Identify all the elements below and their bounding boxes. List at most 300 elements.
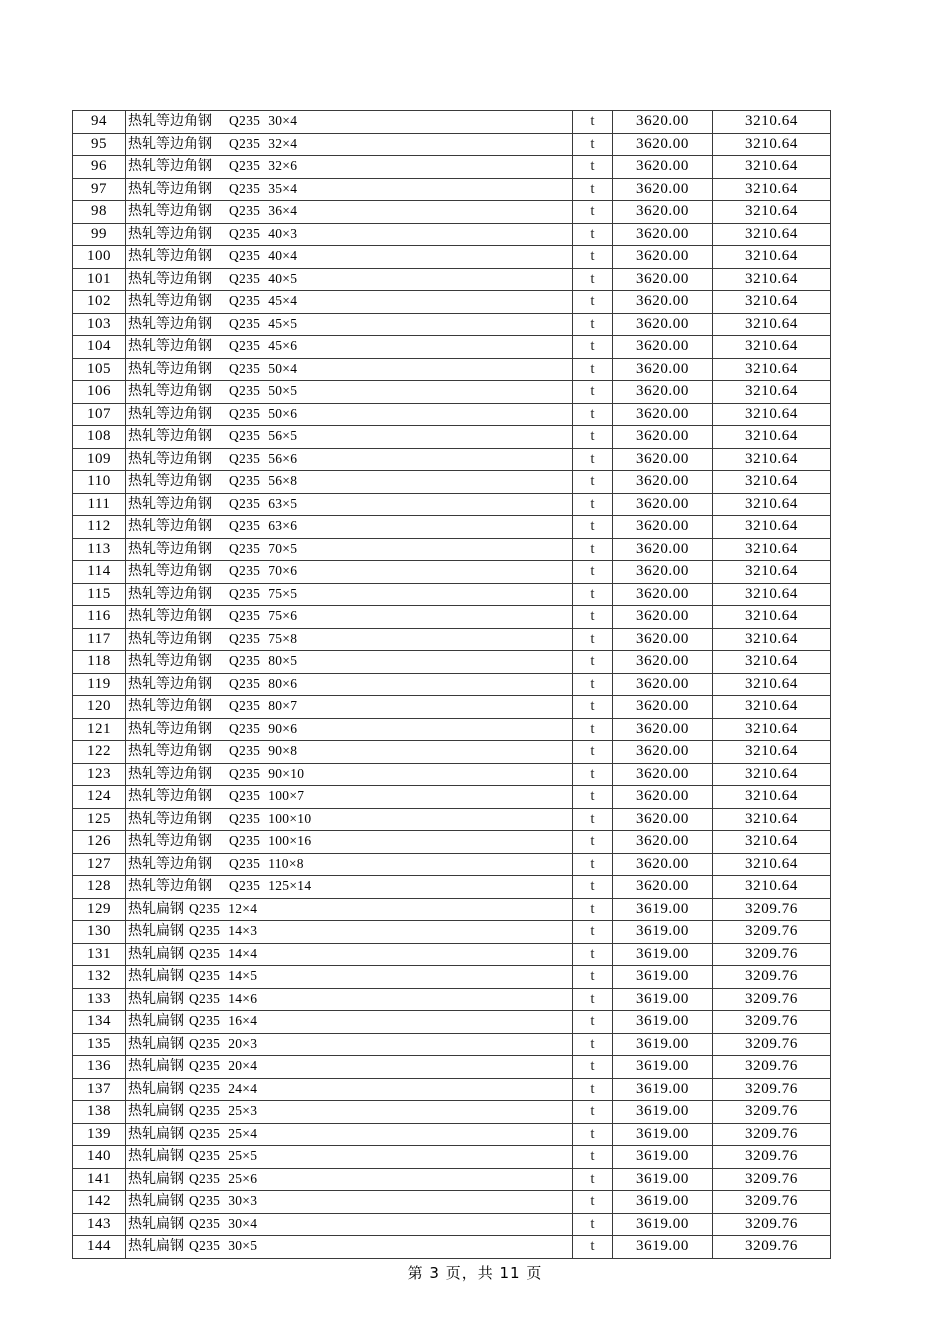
material-name-zh: 热轧等边角钢	[128, 630, 212, 647]
material-name-zh: 热轧扁钢	[128, 1058, 184, 1075]
material-name-zh: 热轧等边角钢	[128, 360, 212, 377]
unit-cell: t	[573, 426, 613, 449]
row-index: 111	[73, 493, 126, 516]
row-index: 141	[73, 1168, 126, 1191]
material-name-zh: 热轧扁钢	[128, 1193, 184, 1210]
material-spec: 110×8	[268, 855, 304, 871]
table-row	[73, 1011, 831, 1034]
material-name	[126, 381, 573, 404]
material-grade: Q235	[229, 248, 261, 264]
price-excluding-tax: 3210.64	[713, 336, 831, 359]
table-row	[73, 516, 831, 539]
material-grade: Q235	[229, 518, 261, 534]
material-spec: 20×4	[228, 1058, 258, 1074]
material-grade: Q235	[189, 900, 221, 916]
material-name	[126, 111, 573, 134]
price-including-tax: 3619.00	[613, 898, 713, 921]
row-index: 110	[73, 471, 126, 494]
unit-cell: t	[573, 268, 613, 291]
table-row	[73, 673, 831, 696]
material-spec: 80×5	[268, 653, 298, 669]
table-row	[73, 1056, 831, 1079]
table-row	[73, 988, 831, 1011]
row-index: 127	[73, 853, 126, 876]
material-grade: Q235	[229, 585, 261, 601]
row-index: 105	[73, 358, 126, 381]
price-including-tax: 3620.00	[613, 201, 713, 224]
unit-cell: t	[573, 628, 613, 651]
price-including-tax: 3620.00	[613, 831, 713, 854]
material-spec: 63×6	[268, 518, 298, 534]
price-including-tax: 3619.00	[613, 1146, 713, 1169]
material-spec: 125×14	[268, 878, 312, 894]
row-index: 133	[73, 988, 126, 1011]
price-including-tax: 3620.00	[613, 741, 713, 764]
material-name	[126, 808, 573, 831]
row-index: 101	[73, 268, 126, 291]
table-row	[73, 1123, 831, 1146]
material-name	[126, 358, 573, 381]
table-row	[73, 651, 831, 674]
unit-cell: t	[573, 291, 613, 314]
price-excluding-tax: 3210.64	[713, 111, 831, 134]
table-body	[73, 111, 831, 1259]
price-excluding-tax: 3210.64	[713, 471, 831, 494]
material-name	[126, 291, 573, 314]
table-row	[73, 741, 831, 764]
price-excluding-tax: 3210.64	[713, 831, 831, 854]
unit-cell: t	[573, 876, 613, 899]
material-spec: 90×10	[268, 765, 305, 781]
price-including-tax: 3619.00	[613, 921, 713, 944]
price-including-tax: 3620.00	[613, 133, 713, 156]
price-excluding-tax: 3210.64	[713, 426, 831, 449]
material-grade: Q235	[229, 855, 261, 871]
material-name-zh: 热轧等边角钢	[128, 833, 212, 850]
material-name	[126, 1123, 573, 1146]
material-name-zh: 热轧等边角钢	[128, 270, 212, 287]
price-excluding-tax: 3209.76	[713, 1146, 831, 1169]
material-spec: 56×8	[268, 473, 298, 489]
material-spec: 16×4	[228, 1013, 258, 1029]
row-index: 104	[73, 336, 126, 359]
price-excluding-tax: 3210.64	[713, 673, 831, 696]
material-spec: 80×7	[268, 698, 298, 714]
unit-cell: t	[573, 336, 613, 359]
price-excluding-tax: 3210.64	[713, 853, 831, 876]
material-name	[126, 448, 573, 471]
material-grade: Q235	[229, 383, 261, 399]
unit-cell: t	[573, 223, 613, 246]
material-grade: Q235	[189, 1058, 221, 1074]
row-index: 137	[73, 1078, 126, 1101]
table-row	[73, 538, 831, 561]
row-index: 120	[73, 696, 126, 719]
material-name-zh: 热轧扁钢	[128, 1215, 184, 1232]
material-grade: Q235	[229, 360, 261, 376]
material-spec: 50×6	[268, 405, 298, 421]
price-including-tax: 3620.00	[613, 381, 713, 404]
material-name	[126, 268, 573, 291]
material-name	[126, 1236, 573, 1259]
material-name-zh: 热轧扁钢	[128, 1080, 184, 1097]
unit-cell: t	[573, 808, 613, 831]
unit-cell: t	[573, 403, 613, 426]
material-spec: 50×4	[268, 360, 298, 376]
row-index: 143	[73, 1213, 126, 1236]
unit-cell: t	[573, 1056, 613, 1079]
price-excluding-tax: 3210.64	[713, 516, 831, 539]
unit-cell: t	[573, 1168, 613, 1191]
material-grade: Q235	[229, 315, 261, 331]
price-excluding-tax: 3209.76	[713, 943, 831, 966]
material-name-zh: 热轧等边角钢	[128, 405, 212, 422]
table-row	[73, 291, 831, 314]
price-including-tax: 3620.00	[613, 471, 713, 494]
material-spec: 14×4	[228, 945, 258, 961]
material-grade: Q235	[229, 405, 261, 421]
material-grade: Q235	[229, 270, 261, 286]
material-name	[126, 246, 573, 269]
material-name	[126, 426, 573, 449]
material-name-zh: 热轧等边角钢	[128, 135, 212, 152]
material-spec: 36×4	[268, 203, 298, 219]
unit-cell: t	[573, 516, 613, 539]
table-row	[73, 808, 831, 831]
material-name	[126, 471, 573, 494]
unit-cell: t	[573, 786, 613, 809]
material-spec: 75×6	[268, 608, 298, 624]
material-grade: Q235	[229, 878, 261, 894]
material-name	[126, 1011, 573, 1034]
row-index: 123	[73, 763, 126, 786]
material-grade: Q235	[229, 113, 261, 129]
material-spec: 25×6	[228, 1170, 258, 1186]
row-index: 129	[73, 898, 126, 921]
table-row	[73, 201, 831, 224]
price-excluding-tax: 3210.64	[713, 696, 831, 719]
price-including-tax: 3620.00	[613, 156, 713, 179]
row-index: 108	[73, 426, 126, 449]
material-name-zh: 热轧等边角钢	[128, 608, 212, 625]
row-index: 126	[73, 831, 126, 854]
material-name	[126, 1056, 573, 1079]
material-name-zh: 热轧等边角钢	[128, 180, 212, 197]
row-index: 112	[73, 516, 126, 539]
table-row	[73, 831, 831, 854]
price-including-tax: 3619.00	[613, 1168, 713, 1191]
material-spec: 12×4	[228, 900, 258, 916]
table-row	[73, 1236, 831, 1259]
material-name-zh: 热轧扁钢	[128, 968, 184, 985]
material-name-zh: 热轧等边角钢	[128, 450, 212, 467]
row-index: 136	[73, 1056, 126, 1079]
price-excluding-tax: 3209.76	[713, 1213, 831, 1236]
price-including-tax: 3619.00	[613, 1236, 713, 1259]
price-including-tax: 3619.00	[613, 1213, 713, 1236]
unit-cell: t	[573, 673, 613, 696]
row-index: 109	[73, 448, 126, 471]
material-name-zh: 热轧等边角钢	[128, 495, 212, 512]
price-excluding-tax: 3210.64	[713, 808, 831, 831]
table-row	[73, 1146, 831, 1169]
price-including-tax: 3620.00	[613, 606, 713, 629]
material-name-zh: 热轧等边角钢	[128, 315, 212, 332]
material-name	[126, 831, 573, 854]
row-index: 95	[73, 133, 126, 156]
material-spec: 56×6	[268, 450, 298, 466]
price-including-tax: 3620.00	[613, 628, 713, 651]
material-spec: 40×4	[268, 248, 298, 264]
material-name-zh: 热轧等边角钢	[128, 675, 212, 692]
material-spec: 90×6	[268, 720, 298, 736]
material-spec: 30×4	[228, 1215, 258, 1231]
price-including-tax: 3619.00	[613, 1123, 713, 1146]
price-excluding-tax: 3210.64	[713, 268, 831, 291]
table-row	[73, 1078, 831, 1101]
table-row	[73, 156, 831, 179]
row-index: 96	[73, 156, 126, 179]
material-spec: 32×6	[268, 158, 298, 174]
table-row	[73, 493, 831, 516]
material-name-zh: 热轧等边角钢	[128, 383, 212, 400]
price-including-tax: 3620.00	[613, 448, 713, 471]
material-name-zh: 热轧扁钢	[128, 1148, 184, 1165]
price-including-tax: 3620.00	[613, 696, 713, 719]
material-name-zh: 热轧扁钢	[128, 900, 184, 917]
row-index: 99	[73, 223, 126, 246]
table-row	[73, 876, 831, 899]
table-row	[73, 583, 831, 606]
unit-cell: t	[573, 583, 613, 606]
unit-cell: t	[573, 741, 613, 764]
price-including-tax: 3620.00	[613, 291, 713, 314]
material-grade: Q235	[229, 450, 261, 466]
material-name-zh: 热轧等边角钢	[128, 428, 212, 445]
price-including-tax: 3620.00	[613, 178, 713, 201]
material-name-zh: 热轧等边角钢	[128, 810, 212, 827]
material-spec: 30×5	[228, 1238, 258, 1254]
material-spec: 75×5	[268, 585, 298, 601]
unit-cell: t	[573, 1101, 613, 1124]
material-name	[126, 516, 573, 539]
material-name-zh: 热轧等边角钢	[128, 698, 212, 715]
table-row	[73, 448, 831, 471]
material-spec: 14×3	[228, 923, 258, 939]
table-row	[73, 403, 831, 426]
price-excluding-tax: 3210.64	[713, 538, 831, 561]
material-name	[126, 898, 573, 921]
price-excluding-tax: 3210.64	[713, 786, 831, 809]
material-name-zh: 热轧扁钢	[128, 1125, 184, 1142]
price-excluding-tax: 3210.64	[713, 291, 831, 314]
unit-cell: t	[573, 1011, 613, 1034]
material-grade: Q235	[229, 833, 261, 849]
price-excluding-tax: 3210.64	[713, 606, 831, 629]
price-excluding-tax: 3209.76	[713, 1056, 831, 1079]
table-row	[73, 966, 831, 989]
price-excluding-tax: 3210.64	[713, 763, 831, 786]
price-excluding-tax: 3210.64	[713, 651, 831, 674]
material-grade: Q235	[229, 158, 261, 174]
price-including-tax: 3620.00	[613, 538, 713, 561]
material-name-zh: 热轧等边角钢	[128, 203, 212, 220]
material-grade: Q235	[189, 1013, 221, 1029]
material-spec: 75×8	[268, 630, 298, 646]
table-row	[73, 358, 831, 381]
material-grade: Q235	[189, 1103, 221, 1119]
material-spec: 100×16	[268, 833, 312, 849]
price-excluding-tax: 3210.64	[713, 628, 831, 651]
material-name-zh: 热轧等边角钢	[128, 518, 212, 535]
material-name-zh: 热轧等边角钢	[128, 113, 212, 130]
price-excluding-tax: 3210.64	[713, 718, 831, 741]
material-name-zh: 热轧扁钢	[128, 945, 184, 962]
material-grade: Q235	[229, 473, 261, 489]
material-name	[126, 493, 573, 516]
price-excluding-tax: 3210.64	[713, 178, 831, 201]
price-including-tax: 3620.00	[613, 336, 713, 359]
price-excluding-tax: 3209.76	[713, 1011, 831, 1034]
row-index: 116	[73, 606, 126, 629]
row-index: 140	[73, 1146, 126, 1169]
price-excluding-tax: 3210.64	[713, 561, 831, 584]
material-grade: Q235	[189, 990, 221, 1006]
row-index: 97	[73, 178, 126, 201]
material-spec: 35×4	[268, 180, 298, 196]
material-spec: 70×6	[268, 563, 298, 579]
material-name	[126, 606, 573, 629]
table-row	[73, 696, 831, 719]
material-spec: 80×6	[268, 675, 298, 691]
material-name-zh: 热轧等边角钢	[128, 788, 212, 805]
price-including-tax: 3619.00	[613, 1011, 713, 1034]
material-name	[126, 336, 573, 359]
material-price-table	[72, 110, 831, 1259]
material-spec: 45×6	[268, 338, 298, 354]
row-index: 103	[73, 313, 126, 336]
material-grade: Q235	[229, 743, 261, 759]
row-index: 100	[73, 246, 126, 269]
material-spec: 14×6	[228, 990, 258, 1006]
material-spec: 100×7	[268, 788, 305, 804]
material-name	[126, 988, 573, 1011]
material-name	[126, 876, 573, 899]
price-including-tax: 3619.00	[613, 943, 713, 966]
unit-cell: t	[573, 1146, 613, 1169]
table-row	[73, 1191, 831, 1214]
table-row	[73, 381, 831, 404]
material-spec: 25×4	[228, 1125, 258, 1141]
price-including-tax: 3619.00	[613, 1191, 713, 1214]
table-row	[73, 921, 831, 944]
price-including-tax: 3620.00	[613, 763, 713, 786]
material-name	[126, 1101, 573, 1124]
table-row	[73, 426, 831, 449]
price-including-tax: 3619.00	[613, 1078, 713, 1101]
material-grade: Q235	[189, 1215, 221, 1231]
material-name-zh: 热轧等边角钢	[128, 743, 212, 760]
material-spec: 100×10	[268, 810, 312, 826]
table-row	[73, 133, 831, 156]
price-including-tax: 3619.00	[613, 966, 713, 989]
price-excluding-tax: 3210.64	[713, 741, 831, 764]
material-name	[126, 156, 573, 179]
material-spec: 45×4	[268, 293, 298, 309]
price-including-tax: 3619.00	[613, 1056, 713, 1079]
material-grade: Q235	[189, 1238, 221, 1254]
table-row	[73, 336, 831, 359]
row-index: 135	[73, 1033, 126, 1056]
material-name-zh: 热轧扁钢	[128, 923, 184, 940]
material-spec: 25×3	[228, 1103, 258, 1119]
material-grade: Q235	[229, 630, 261, 646]
material-spec: 24×4	[228, 1080, 258, 1096]
row-index: 98	[73, 201, 126, 224]
price-excluding-tax: 3210.64	[713, 223, 831, 246]
material-grade: Q235	[229, 495, 261, 511]
material-grade: Q235	[229, 428, 261, 444]
row-index: 139	[73, 1123, 126, 1146]
material-spec: 56×5	[268, 428, 298, 444]
table-row	[73, 246, 831, 269]
table-row	[73, 943, 831, 966]
table-row	[73, 268, 831, 291]
material-name	[126, 966, 573, 989]
material-name	[126, 313, 573, 336]
unit-cell: t	[573, 1078, 613, 1101]
price-excluding-tax: 3209.76	[713, 988, 831, 1011]
material-name-zh: 热轧等边角钢	[128, 855, 212, 872]
price-excluding-tax: 3209.76	[713, 898, 831, 921]
row-index: 130	[73, 921, 126, 944]
unit-cell: t	[573, 898, 613, 921]
material-grade: Q235	[229, 675, 261, 691]
material-spec: 30×4	[268, 113, 298, 129]
material-name	[126, 1213, 573, 1236]
material-spec: 30×3	[228, 1193, 258, 1209]
material-name-zh: 热轧等边角钢	[128, 225, 212, 242]
table-row	[73, 606, 831, 629]
unit-cell: t	[573, 763, 613, 786]
material-name	[126, 651, 573, 674]
unit-cell: t	[573, 133, 613, 156]
row-index: 138	[73, 1101, 126, 1124]
price-excluding-tax: 3210.64	[713, 381, 831, 404]
row-index: 124	[73, 786, 126, 809]
material-spec: 20×3	[228, 1035, 258, 1051]
table-row	[73, 786, 831, 809]
material-name	[126, 1033, 573, 1056]
price-excluding-tax: 3209.76	[713, 1123, 831, 1146]
price-including-tax: 3620.00	[613, 358, 713, 381]
unit-cell: t	[573, 471, 613, 494]
table-row	[73, 1213, 831, 1236]
unit-cell: t	[573, 606, 613, 629]
material-name-zh: 热轧扁钢	[128, 1013, 184, 1030]
material-name	[126, 741, 573, 764]
material-spec: 25×5	[228, 1148, 258, 1164]
row-index: 115	[73, 583, 126, 606]
material-name	[126, 628, 573, 651]
material-spec: 45×5	[268, 315, 298, 331]
table-row	[73, 1101, 831, 1124]
price-including-tax: 3620.00	[613, 718, 713, 741]
table-row	[73, 898, 831, 921]
unit-cell: t	[573, 156, 613, 179]
unit-cell: t	[573, 651, 613, 674]
unit-cell: t	[573, 1123, 613, 1146]
